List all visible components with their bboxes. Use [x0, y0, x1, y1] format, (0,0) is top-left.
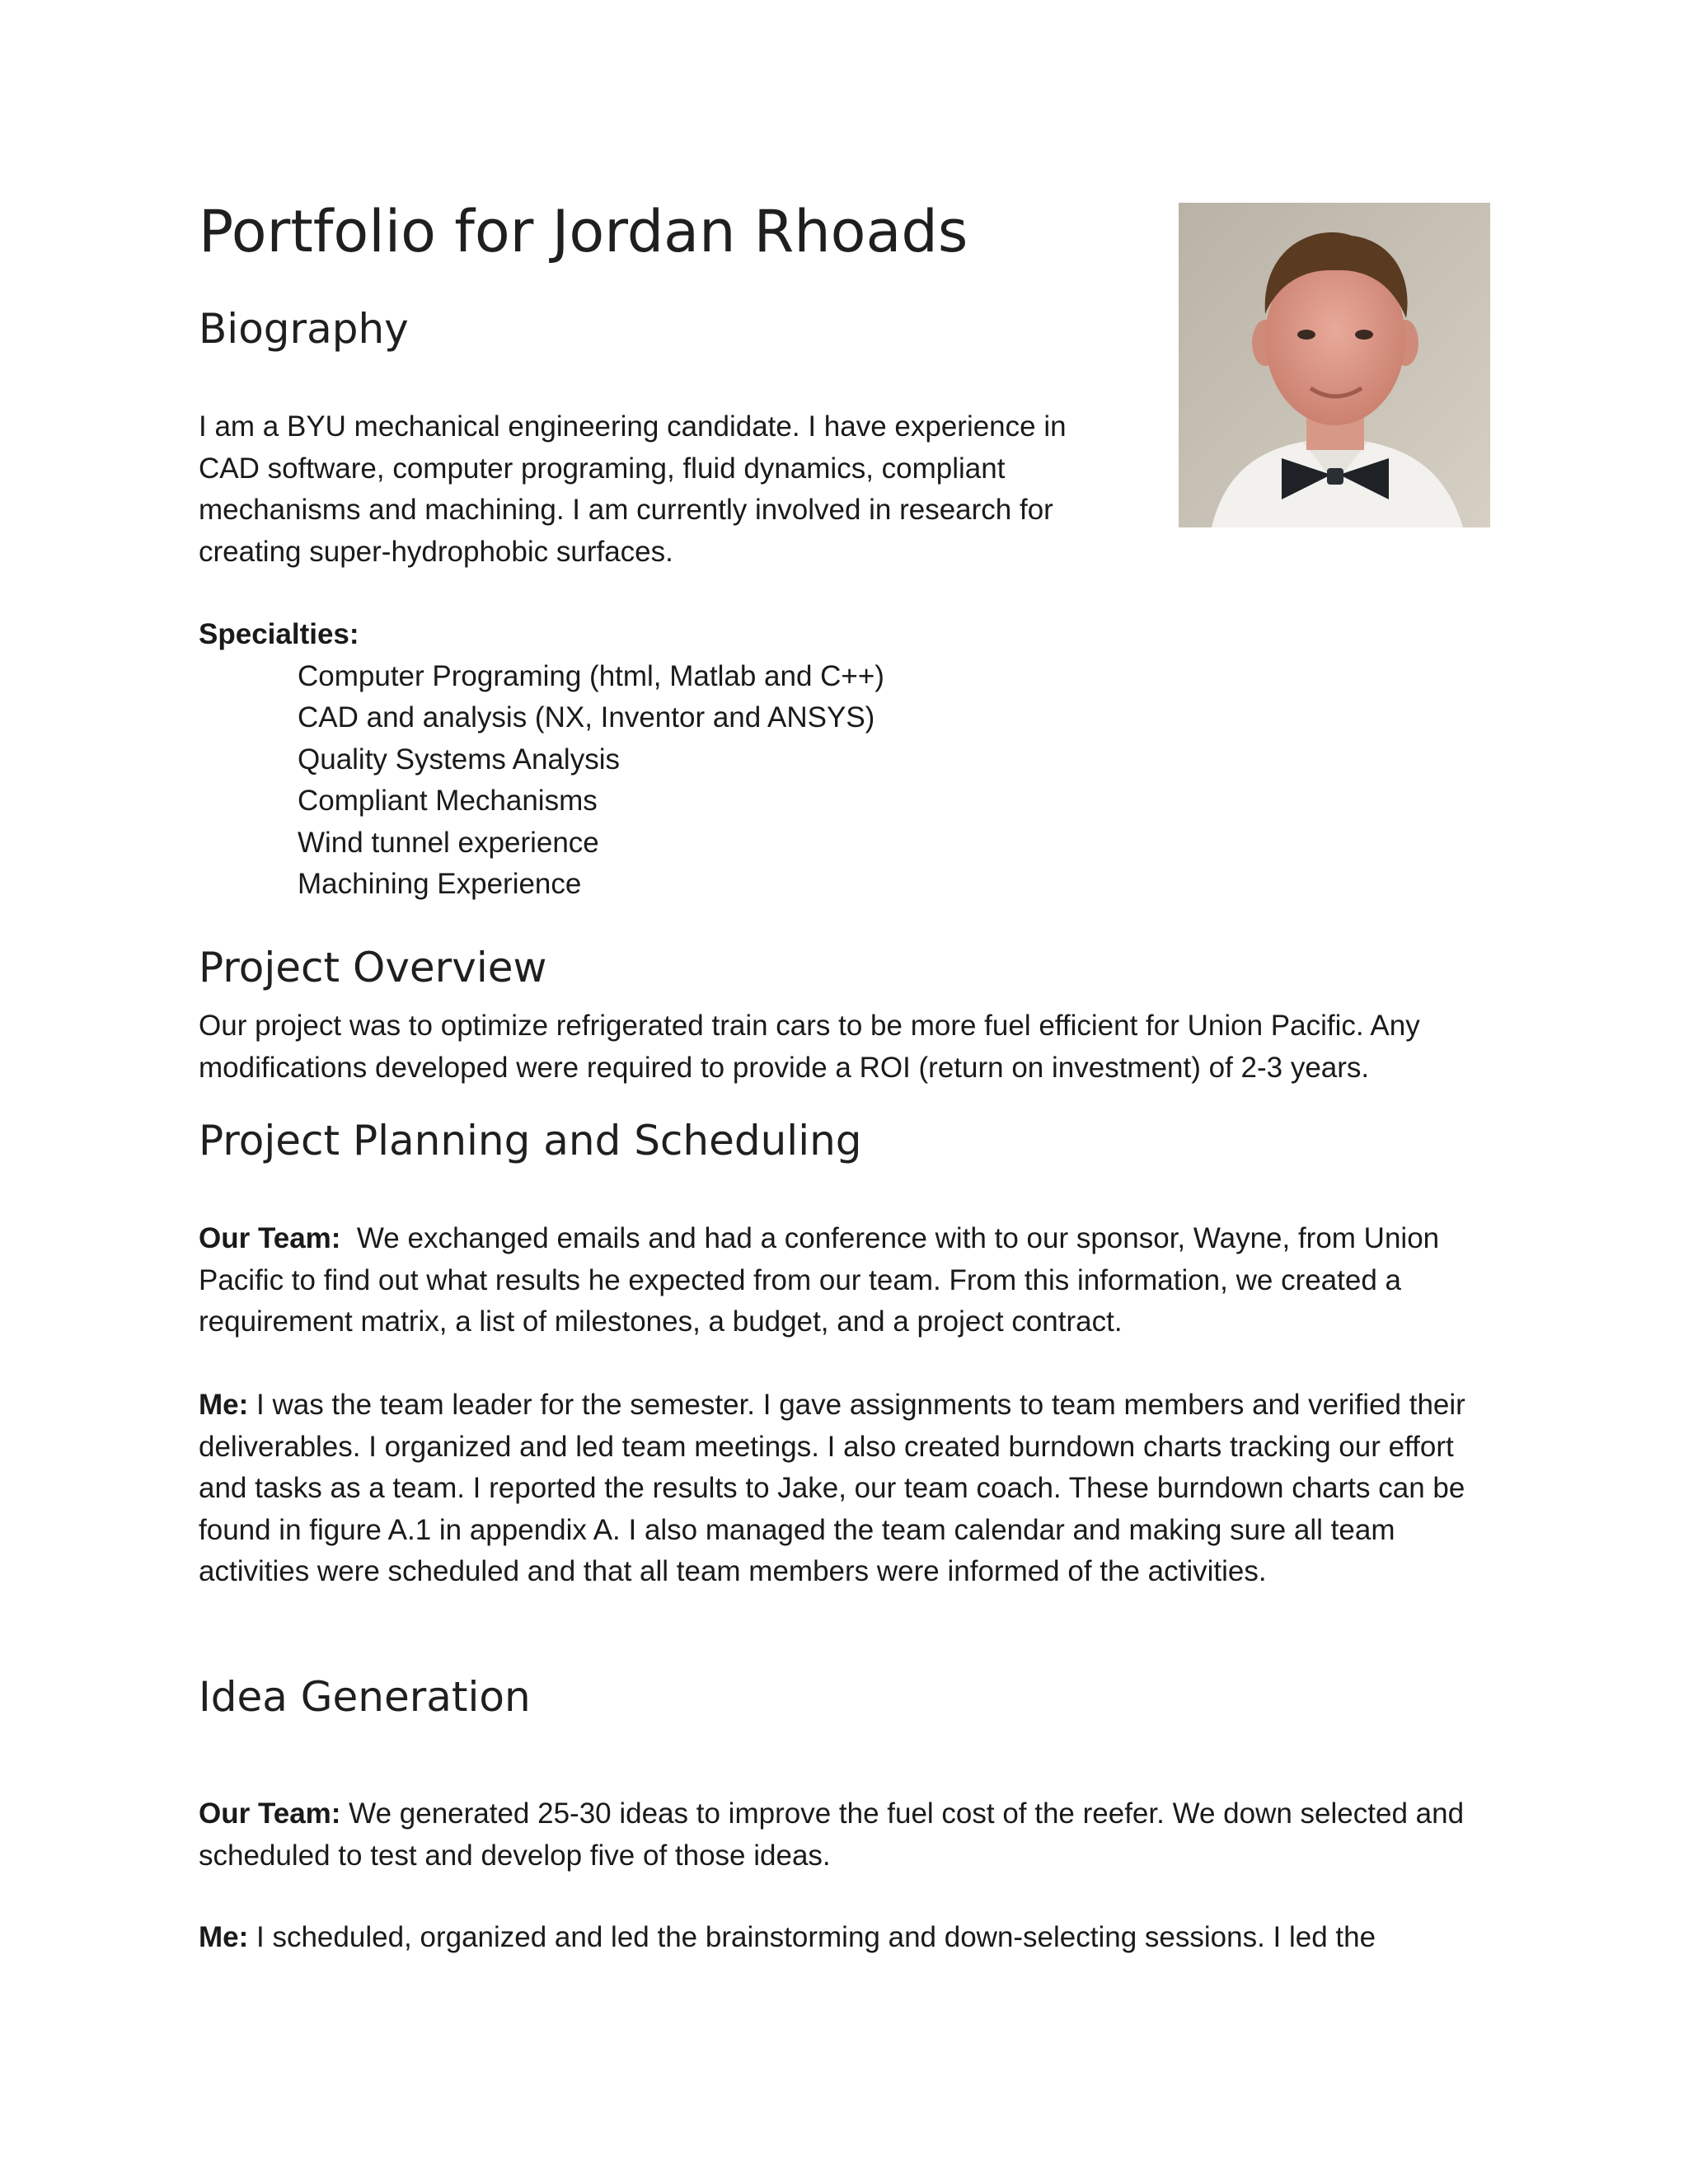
idea-me-label: Me:: [199, 1921, 249, 1953]
page-title: Portfolio for Jordan Rhoads: [199, 198, 968, 265]
project-overview-heading: Project Overview: [199, 944, 547, 991]
specialties-label: Specialties:: [199, 618, 359, 650]
planning-team-paragraph: [199, 1218, 1468, 1343]
planning-heading: Project Planning and Scheduling: [199, 1117, 862, 1165]
specialty-item: Compliant Mechanisms: [298, 785, 598, 817]
project-overview-text: Our project was to optimize refrigerated train cars to be more fuel efficient for Union Pacific. Any modifications developed were required to provide a ROI (return on investment) of 2-3 years.: [199, 1010, 1420, 1084]
specialties-list: [199, 656, 1188, 906]
idea-team-paragraph: [199, 1793, 1468, 1877]
specialty-item: Computer Programing (html, Matlab and C++): [298, 659, 884, 692]
specialty-item: Quality Systems Analysis: [298, 743, 620, 776]
portrait-photo: [1179, 203, 1490, 527]
planning-me-label: Me:: [199, 1389, 249, 1421]
planning-team-label: Our Team:: [199, 1222, 341, 1254]
idea-generation-heading: Idea Generation: [199, 1673, 531, 1721]
specialty-item: CAD and analysis (NX, Inventor and ANSYS): [298, 701, 875, 733]
specialties-section: [199, 614, 1188, 906]
planning-team-text: We exchanged emails and had a conference with to our sponsor, Wayne, from Union Pacific to find out what results he expected from our team. From this information, we created a requirement matrix, a list of milestones, a budget, and a project contract.: [199, 1222, 1440, 1338]
idea-team-label: Our Team:: [199, 1797, 341, 1830]
specialty-item: Machining Experience: [298, 868, 582, 900]
biography-heading: Biography: [199, 305, 409, 353]
specialty-item: Wind tunnel experience: [298, 826, 599, 859]
planning-me-paragraph: [199, 1385, 1468, 1593]
idea-team-text: We generated 25-30 ideas to improve the fuel cost of the reefer. We down selected and scheduled to test and develop five of those ideas.: [199, 1797, 1465, 1872]
idea-me-text: I scheduled, organized and led the brainstorming and down-selecting sessions. I led the: [256, 1921, 1376, 1953]
idea-me-paragraph: [199, 1917, 1468, 1959]
biography-text: I am a BYU mechanical engineering candidate. I have experience in CAD software, computer programing, fluid dynamics, compliant mechanisms and machining. I am currently involved in research for creating super-hydrophobic surfaces.: [199, 410, 1067, 568]
planning-me-text: I was the team leader for the semester. I gave assignments to team members and verified their deliverables. I organized and led team meetings. I also created burndown charts tracking our effort and tasks as a team. I reported the results to Jake, our team coach. These burndown charts can be found in figure A.1 in appendix A. I also managed the team calendar and making sure all team activities were scheduled and that all team members were informed of the activities.: [199, 1389, 1465, 1587]
